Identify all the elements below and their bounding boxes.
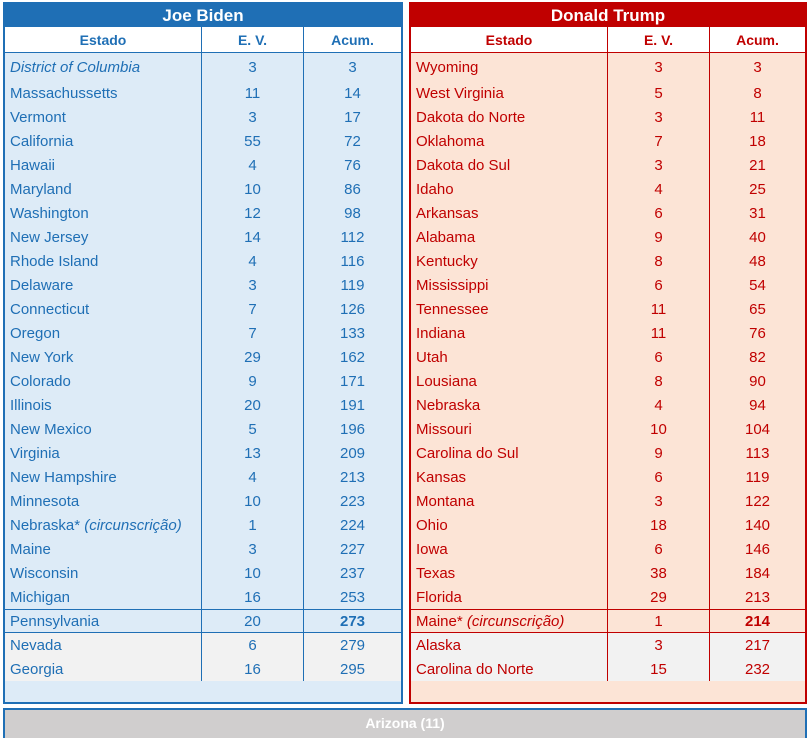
electoral-votes-cell: 14 — [201, 225, 303, 249]
state-name: Wyoming — [416, 58, 479, 76]
electoral-votes-cell: 29 — [607, 585, 709, 609]
electoral-votes-cell: 7 — [201, 321, 303, 345]
state-name: Rhode Island — [10, 252, 99, 270]
state-name: Indiana — [416, 324, 466, 342]
accumulated-votes-cell: 223 — [303, 489, 401, 513]
table-row — [411, 489, 805, 513]
electoral-votes-cell: 16 — [201, 585, 303, 609]
table-row — [411, 249, 805, 273]
trump-header: Donald Trump — [411, 4, 805, 27]
accumulated-votes-cell: 21 — [709, 153, 805, 177]
electoral-votes-cell: 11 — [607, 321, 709, 345]
accumulated-votes-cell: 119 — [709, 465, 805, 489]
accumulated-votes-cell: 31 — [709, 201, 805, 225]
state-name-cell — [411, 633, 607, 657]
table-row — [5, 225, 401, 249]
electoral-votes-cell: 4 — [201, 249, 303, 273]
state-name-cell — [411, 81, 607, 105]
state-name: Alaska — [416, 636, 462, 654]
electoral-votes-cell: 6 — [607, 345, 709, 369]
accumulated-votes-cell: 119 — [303, 273, 401, 297]
state-name: Mississippi — [416, 276, 489, 294]
state-name: District of Columbia — [10, 58, 141, 76]
state-name: Idaho — [416, 180, 454, 198]
accumulated-votes-cell: 40 — [709, 225, 805, 249]
accumulated-votes-cell: 86 — [303, 177, 401, 201]
state-name-cell — [411, 441, 607, 465]
accumulated-votes-cell: 133 — [303, 321, 401, 345]
table-row — [411, 393, 805, 417]
state-name: Washington — [10, 204, 89, 222]
state-name-cell — [411, 153, 607, 177]
state-name: Maine — [10, 540, 51, 558]
state-name-cell — [5, 321, 201, 345]
state-name-cell — [5, 610, 201, 632]
accumulated-votes-cell: 191 — [303, 393, 401, 417]
state-name-cell — [411, 345, 607, 369]
electoral-votes-cell: 55 — [201, 129, 303, 153]
state-name-cell — [411, 417, 607, 441]
state-name: Maine* — [416, 612, 463, 630]
column-header-acum: Acum. — [709, 27, 805, 52]
state-name: Kansas — [416, 468, 467, 486]
electoral-votes-cell: 1 — [201, 513, 303, 537]
state-name-cell — [411, 273, 607, 297]
table-row — [411, 441, 805, 465]
electoral-votes-cell: 10 — [201, 177, 303, 201]
table-row — [5, 53, 401, 81]
table-row — [411, 201, 805, 225]
column-header-acum: Acum. — [303, 27, 401, 52]
state-name: Florida — [416, 588, 462, 606]
electoral-votes-cell: 3 — [607, 153, 709, 177]
table-row — [411, 53, 805, 81]
electoral-votes-cell: 18 — [607, 513, 709, 537]
trump-panel — [409, 2, 807, 704]
table-row — [411, 609, 805, 633]
state-name-cell — [411, 225, 607, 249]
accumulated-votes-cell: 214 — [709, 610, 805, 632]
state-name: Oregon — [10, 324, 61, 342]
biden-column-headers — [5, 27, 401, 53]
electoral-votes-cell: 9 — [607, 225, 709, 249]
accumulated-votes-cell: 162 — [303, 345, 401, 369]
table-row — [5, 417, 401, 441]
accumulated-votes-cell: 82 — [709, 345, 805, 369]
table-row — [411, 369, 805, 393]
state-name: Ohio — [416, 516, 448, 534]
state-name: Nebraska* — [10, 516, 81, 534]
table-row — [5, 489, 401, 513]
table-row — [411, 297, 805, 321]
state-note: (circunscrição) — [466, 612, 565, 630]
accumulated-votes-cell: 116 — [303, 249, 401, 273]
accumulated-votes-cell: 112 — [303, 225, 401, 249]
state-name-cell — [411, 561, 607, 585]
state-name-cell — [5, 345, 201, 369]
table-row — [411, 129, 805, 153]
electoral-votes-cell: 4 — [607, 393, 709, 417]
trump-column-headers — [411, 27, 805, 53]
electoral-votes-cell: 11 — [607, 297, 709, 321]
state-name: Iowa — [416, 540, 448, 558]
state-name: West Virginia — [416, 84, 504, 102]
state-name: Lousiana — [416, 372, 477, 390]
state-name-cell — [411, 465, 607, 489]
column-header-ev: E. V. — [607, 27, 709, 52]
table-row — [5, 345, 401, 369]
electoral-votes-cell: 8 — [607, 369, 709, 393]
state-name: Wisconsin — [10, 564, 79, 582]
state-name-cell — [411, 129, 607, 153]
state-name-cell — [411, 369, 607, 393]
electoral-votes-cell: 20 — [201, 393, 303, 417]
state-name: Oklahoma — [416, 132, 485, 150]
state-name-cell — [411, 610, 607, 632]
state-name: Nevada — [10, 636, 62, 654]
state-name: Dakota do Norte — [416, 108, 526, 126]
table-row — [5, 249, 401, 273]
table-row — [5, 633, 401, 657]
state-name-cell — [5, 417, 201, 441]
state-name: Maryland — [10, 180, 72, 198]
state-name-cell — [5, 297, 201, 321]
state-name-cell — [5, 561, 201, 585]
state-name-cell — [411, 249, 607, 273]
electoral-votes-cell: 6 — [607, 201, 709, 225]
accumulated-votes-cell: 8 — [709, 81, 805, 105]
electoral-votes-cell: 3 — [201, 537, 303, 561]
accumulated-votes-cell: 295 — [303, 657, 401, 681]
column-header-ev: E. V. — [201, 27, 303, 52]
accumulated-votes-cell: 3 — [709, 53, 805, 81]
electoral-votes-cell: 4 — [201, 153, 303, 177]
electoral-votes-cell: 15 — [607, 657, 709, 681]
table-row — [5, 537, 401, 561]
electoral-votes-cell: 11 — [201, 81, 303, 105]
biden-panel — [3, 2, 403, 704]
table-row — [5, 393, 401, 417]
state-name-cell — [411, 537, 607, 561]
table-row — [411, 225, 805, 249]
electoral-votes-cell: 10 — [607, 417, 709, 441]
table-row — [5, 129, 401, 153]
table-row — [5, 321, 401, 345]
electoral-votes-cell: 3 — [607, 633, 709, 657]
table-row — [5, 441, 401, 465]
table-row — [411, 417, 805, 441]
state-name: Illinois — [10, 396, 52, 414]
accumulated-votes-cell: 76 — [303, 153, 401, 177]
state-name: New York — [10, 348, 74, 366]
state-name-cell — [5, 465, 201, 489]
accumulated-votes-cell: 253 — [303, 585, 401, 609]
state-name-cell — [5, 201, 201, 225]
accumulated-votes-cell: 48 — [709, 249, 805, 273]
accumulated-votes-cell: 65 — [709, 297, 805, 321]
state-name: Texas — [416, 564, 456, 582]
state-name-cell — [5, 657, 201, 681]
electoral-votes-cell: 29 — [201, 345, 303, 369]
accumulated-votes-cell: 126 — [303, 297, 401, 321]
state-name: Dakota do Sul — [416, 156, 511, 174]
state-name: New Mexico — [10, 420, 92, 438]
table-row — [411, 633, 805, 657]
state-name: Pennsylvania — [10, 612, 100, 630]
state-name: New Hampshire — [10, 468, 117, 486]
biden-rows — [5, 53, 401, 681]
table-row — [5, 177, 401, 201]
table-row — [5, 585, 401, 609]
state-name-cell — [5, 489, 201, 513]
state-name-cell — [411, 657, 607, 681]
state-name-cell — [5, 249, 201, 273]
accumulated-votes-cell: 94 — [709, 393, 805, 417]
accumulated-votes-cell: 3 — [303, 53, 401, 81]
table-row — [411, 513, 805, 537]
state-name: Tennessee — [416, 300, 489, 318]
table-row — [411, 537, 805, 561]
state-name-cell — [5, 273, 201, 297]
electoral-votes-cell: 20 — [201, 610, 303, 632]
state-name: California — [10, 132, 74, 150]
electoral-votes-cell: 3 — [201, 53, 303, 81]
table-row — [411, 657, 805, 681]
table-row — [411, 177, 805, 201]
state-name-cell — [411, 177, 607, 201]
table-row — [411, 345, 805, 369]
column-header-estado: Estado — [79, 31, 127, 48]
state-name: Vermont — [10, 108, 66, 126]
state-name-cell — [5, 441, 201, 465]
electoral-votes-cell: 38 — [607, 561, 709, 585]
state-name-cell — [5, 105, 201, 129]
state-name-cell — [411, 393, 607, 417]
electoral-votes-cell: 10 — [201, 561, 303, 585]
state-name-cell — [5, 225, 201, 249]
accumulated-votes-cell: 98 — [303, 201, 401, 225]
accumulated-votes-cell: 279 — [303, 633, 401, 657]
state-name: Delaware — [10, 276, 74, 294]
accumulated-votes-cell: 25 — [709, 177, 805, 201]
accumulated-votes-cell: 11 — [709, 105, 805, 129]
state-name: Georgia — [10, 660, 64, 678]
state-name-cell — [5, 633, 201, 657]
state-name: Virginia — [10, 444, 60, 462]
accumulated-votes-cell: 273 — [303, 610, 401, 632]
accumulated-votes-cell: 113 — [709, 441, 805, 465]
state-name: Minnesota — [10, 492, 80, 510]
accumulated-votes-cell: 237 — [303, 561, 401, 585]
state-name-cell — [411, 489, 607, 513]
state-name: Nebraska — [416, 396, 481, 414]
column-header-estado: Estado — [485, 31, 533, 48]
table-row — [5, 153, 401, 177]
table-row — [5, 513, 401, 537]
electoral-votes-cell: 3 — [607, 105, 709, 129]
state-name-cell — [5, 129, 201, 153]
state-name-cell — [5, 585, 201, 609]
accumulated-votes-cell: 104 — [709, 417, 805, 441]
table-row — [5, 657, 401, 681]
state-name: Missouri — [416, 420, 472, 438]
electoral-votes-cell: 9 — [201, 369, 303, 393]
electoral-votes-cell: 3 — [201, 105, 303, 129]
electoral-votes-cell: 6 — [607, 273, 709, 297]
electoral-votes-cell: 6 — [607, 465, 709, 489]
state-note: (circunscrição) — [84, 516, 182, 534]
biden-header: Joe Biden — [5, 4, 401, 27]
electoral-votes-cell: 6 — [201, 633, 303, 657]
table-row — [5, 297, 401, 321]
accumulated-votes-cell: 227 — [303, 537, 401, 561]
state-name-cell — [5, 177, 201, 201]
state-name-cell — [411, 297, 607, 321]
trump-rows — [411, 53, 805, 681]
state-name: Colorado — [10, 372, 71, 390]
accumulated-votes-cell: 213 — [303, 465, 401, 489]
state-name-cell — [411, 105, 607, 129]
accumulated-votes-cell: 217 — [709, 633, 805, 657]
state-name: Kentucky — [416, 252, 478, 270]
table-row — [411, 273, 805, 297]
state-name: Michigan — [10, 588, 71, 606]
electoral-votes-cell: 6 — [607, 537, 709, 561]
table-row — [5, 609, 401, 633]
electoral-votes-cell: 5 — [607, 81, 709, 105]
state-name-cell — [5, 53, 201, 81]
table-row — [411, 561, 805, 585]
state-name-cell — [411, 53, 607, 81]
table-row — [411, 81, 805, 105]
state-name-cell — [5, 369, 201, 393]
accumulated-votes-cell: 122 — [709, 489, 805, 513]
table-row — [5, 105, 401, 129]
electoral-votes-cell: 13 — [201, 441, 303, 465]
table-row — [411, 585, 805, 609]
state-name: Hawaii — [10, 156, 56, 174]
accumulated-votes-cell: 140 — [709, 513, 805, 537]
accumulated-votes-cell: 213 — [709, 585, 805, 609]
accumulated-votes-cell: 209 — [303, 441, 401, 465]
electoral-votes-cell: 16 — [201, 657, 303, 681]
state-name: Connecticut — [10, 300, 90, 318]
electoral-votes-cell: 4 — [201, 465, 303, 489]
accumulated-votes-cell: 90 — [709, 369, 805, 393]
state-name: Utah — [416, 348, 448, 366]
state-name: Carolina do Norte — [416, 660, 534, 678]
state-name-cell — [5, 81, 201, 105]
pending-state-bar: Arizona (11) — [3, 708, 807, 738]
electoral-votes-cell: 8 — [607, 249, 709, 273]
accumulated-votes-cell: 54 — [709, 273, 805, 297]
state-name-cell — [411, 585, 607, 609]
state-name: Carolina do Sul — [416, 444, 519, 462]
electoral-votes-cell: 3 — [201, 273, 303, 297]
state-name: Arkansas — [416, 204, 479, 222]
table-row — [411, 321, 805, 345]
electoral-votes-cell: 10 — [201, 489, 303, 513]
table-row — [411, 153, 805, 177]
state-name-cell — [5, 537, 201, 561]
accumulated-votes-cell: 224 — [303, 513, 401, 537]
accumulated-votes-cell: 72 — [303, 129, 401, 153]
accumulated-votes-cell: 196 — [303, 417, 401, 441]
electoral-votes-cell: 5 — [201, 417, 303, 441]
accumulated-votes-cell: 184 — [709, 561, 805, 585]
accumulated-votes-cell: 232 — [709, 657, 805, 681]
table-row — [5, 201, 401, 225]
electoral-votes-cell: 4 — [607, 177, 709, 201]
electoral-votes-cell: 7 — [201, 297, 303, 321]
state-name-cell — [411, 321, 607, 345]
electoral-votes-cell: 12 — [201, 201, 303, 225]
electoral-votes-cell: 3 — [607, 53, 709, 81]
accumulated-votes-cell: 76 — [709, 321, 805, 345]
state-name-cell — [411, 201, 607, 225]
table-row — [411, 465, 805, 489]
accumulated-votes-cell: 14 — [303, 81, 401, 105]
accumulated-votes-cell: 171 — [303, 369, 401, 393]
electoral-votes-cell: 7 — [607, 129, 709, 153]
table-row — [5, 465, 401, 489]
table-row — [5, 369, 401, 393]
state-name-cell — [5, 513, 201, 537]
electoral-votes-cell: 9 — [607, 441, 709, 465]
state-name: Alabama — [416, 228, 476, 246]
electoral-votes-cell: 3 — [607, 489, 709, 513]
accumulated-votes-cell: 146 — [709, 537, 805, 561]
state-name: New Jersey — [10, 228, 89, 246]
state-name: Massachussetts — [10, 84, 118, 102]
state-name-cell — [5, 393, 201, 417]
state-name-cell — [411, 513, 607, 537]
table-row — [5, 273, 401, 297]
accumulated-votes-cell: 18 — [709, 129, 805, 153]
state-name-cell — [5, 153, 201, 177]
table-row — [5, 561, 401, 585]
accumulated-votes-cell: 17 — [303, 105, 401, 129]
table-row — [5, 81, 401, 105]
table-row — [411, 105, 805, 129]
state-name: Montana — [416, 492, 475, 510]
electoral-votes-cell: 1 — [607, 610, 709, 632]
